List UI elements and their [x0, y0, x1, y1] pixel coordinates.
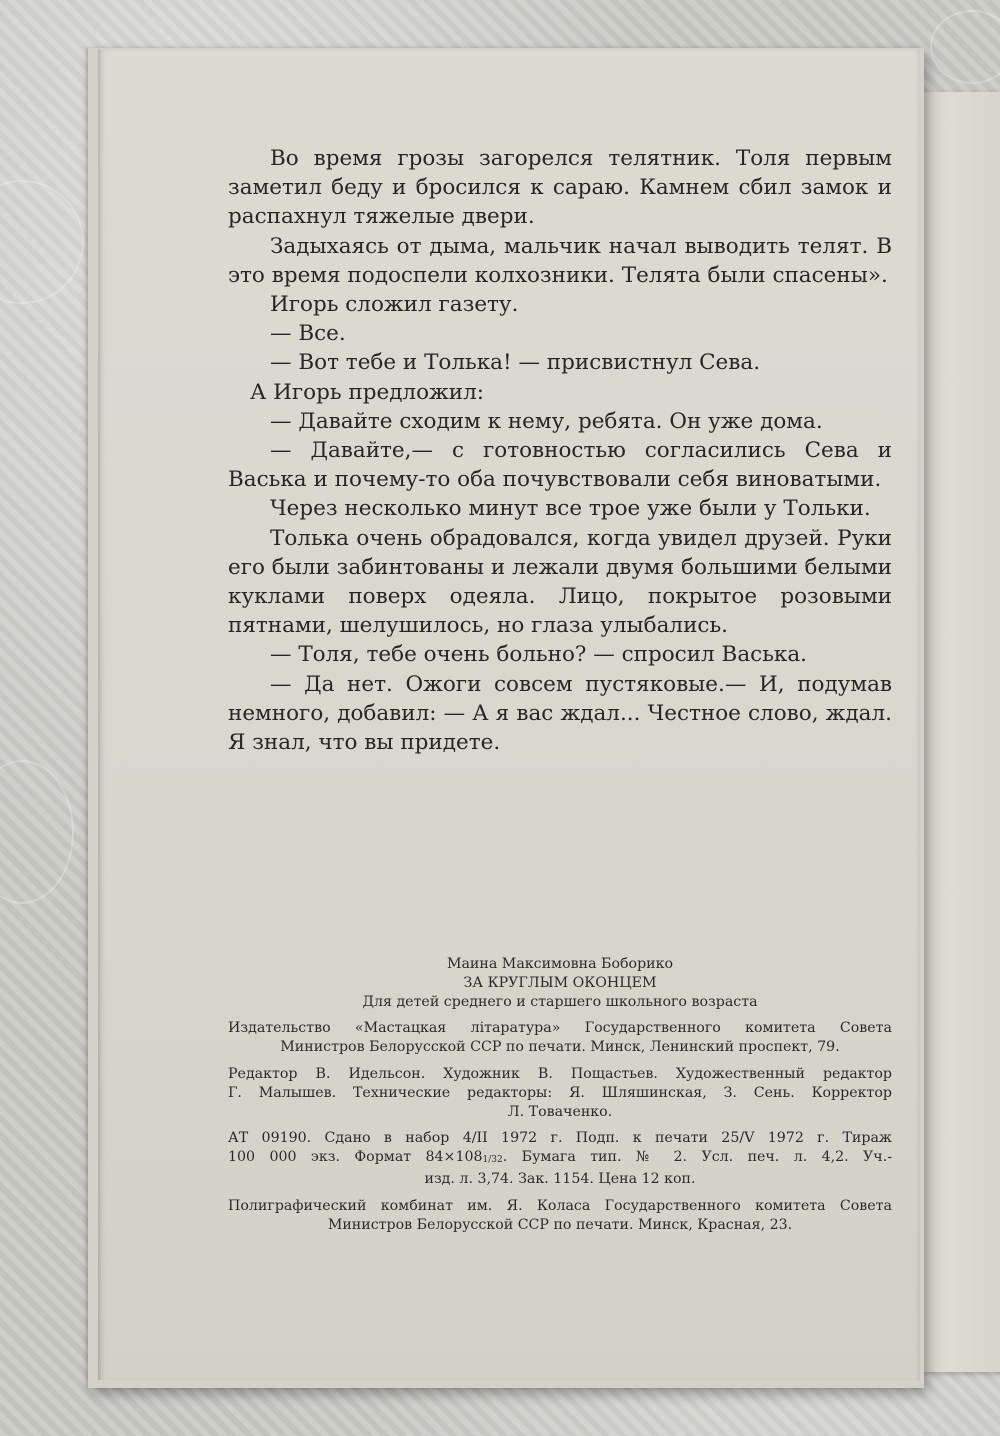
colophon-line	[228, 1148, 892, 1170]
story-paragraph: — Давайте,— с готовностью согласились Сева и Васька и почему-то оба почувствовали себя виноватыми.	[228, 438, 892, 493]
story-paragraph: — Да нет. Ожоги совсем пустяковые.— И, подумав немного, добавил: — А я вас ждал... Честное слово, ждал. Я знал, что вы придете.	[228, 671, 892, 756]
format-fraction: 1/32	[482, 1155, 503, 1166]
colophon-line: Л. Товаченко.	[507, 1103, 613, 1120]
story-paragraph: Через несколько минут все трое уже были у Тольки.	[270, 496, 871, 522]
book-page	[98, 50, 920, 1380]
colophon-text: 100 000 экз. Формат 84×108	[228, 1149, 483, 1166]
story-paragraph: — Вот тебе и Толька! — присвистнул Сева.	[270, 350, 761, 376]
story-paragraph: А Игорь предложил:	[250, 379, 485, 405]
story-text	[228, 144, 892, 757]
colophon-line: АТ 09190. Сдано в набор 4/II 1972 г. Подп. к печати 25/V 1972 г. Тираж	[228, 1130, 892, 1147]
colophon-printer	[228, 1197, 892, 1235]
colophon-line: Министров Белорусской ССР по печати. Минск, Ленинский проспект, 79.	[280, 1039, 840, 1056]
colophon-line: Министров Белорусской ССР по печати. Минск, Красная, 23.	[327, 1216, 793, 1233]
tablecloth-pattern	[930, 10, 1000, 84]
story-paragraph: — Давайте сходим к нему, ребята. Он уже дома.	[270, 408, 823, 434]
story-paragraph: Игорь сложил газету.	[270, 292, 519, 318]
story-paragraph: Задыхаясь от дыма, мальчик начал выводить телят. В это время подоспели колхозники. Телята были спасены».	[228, 233, 892, 288]
tablecloth-pattern	[0, 760, 74, 904]
colophon-author: Маина Максимовна Боборико	[446, 956, 674, 972]
story-paragraph: Толька очень обрадовался, когда увидел друзей. Руки его были забинтованы и лежали двумя большими белыми куклами поверх одеяла. Лицо, покрытое розовыми пятнами, шелушилось, но глаза улыбались.	[228, 525, 892, 639]
colophon-line: Г. Малышев. Технические редакторы: Я. Шляшинская, З. Сень. Корректор	[228, 1084, 892, 1101]
story-paragraph: — Толя, тебе очень больно? — спросил Васька.	[270, 642, 807, 668]
story-paragraph: — Все.	[270, 321, 346, 347]
colophon-line: Полиграфический комбинат им. Я. Коласа Государственного комитета Совета	[228, 1197, 892, 1214]
colophon-line: изд. л. 3,74. Зак. 1154. Цена 12 коп.	[424, 1170, 696, 1187]
colophon	[228, 955, 892, 1234]
story-paragraph: Во время грозы загорелся телятник. Толя первым заметил беду и бросился к сараю. Камнем сбил замок и распахнул тяжелые двери.	[228, 146, 892, 230]
tablecloth-pattern	[0, 180, 84, 304]
colophon-line: Редактор В. Идельсон. Художник В. Пощастьев. Художественный редактор	[228, 1065, 892, 1082]
colophon-line: Издательство «Мастацкая літаратура» Государственного комитета Совета	[228, 1020, 892, 1037]
colophon-text: . Бумага тип. № 2. Усл. печ. л. 4,2. Уч.-	[502, 1149, 892, 1166]
colophon-publisher	[228, 1019, 892, 1057]
colophon-editors	[228, 1065, 892, 1121]
colophon-print-info	[228, 1129, 892, 1188]
colophon-audience: Для детей среднего и старшего школьного возраста	[362, 993, 758, 1010]
colophon-title: ЗА КРУГЛЫМ ОКОНЦЕМ	[463, 974, 657, 991]
